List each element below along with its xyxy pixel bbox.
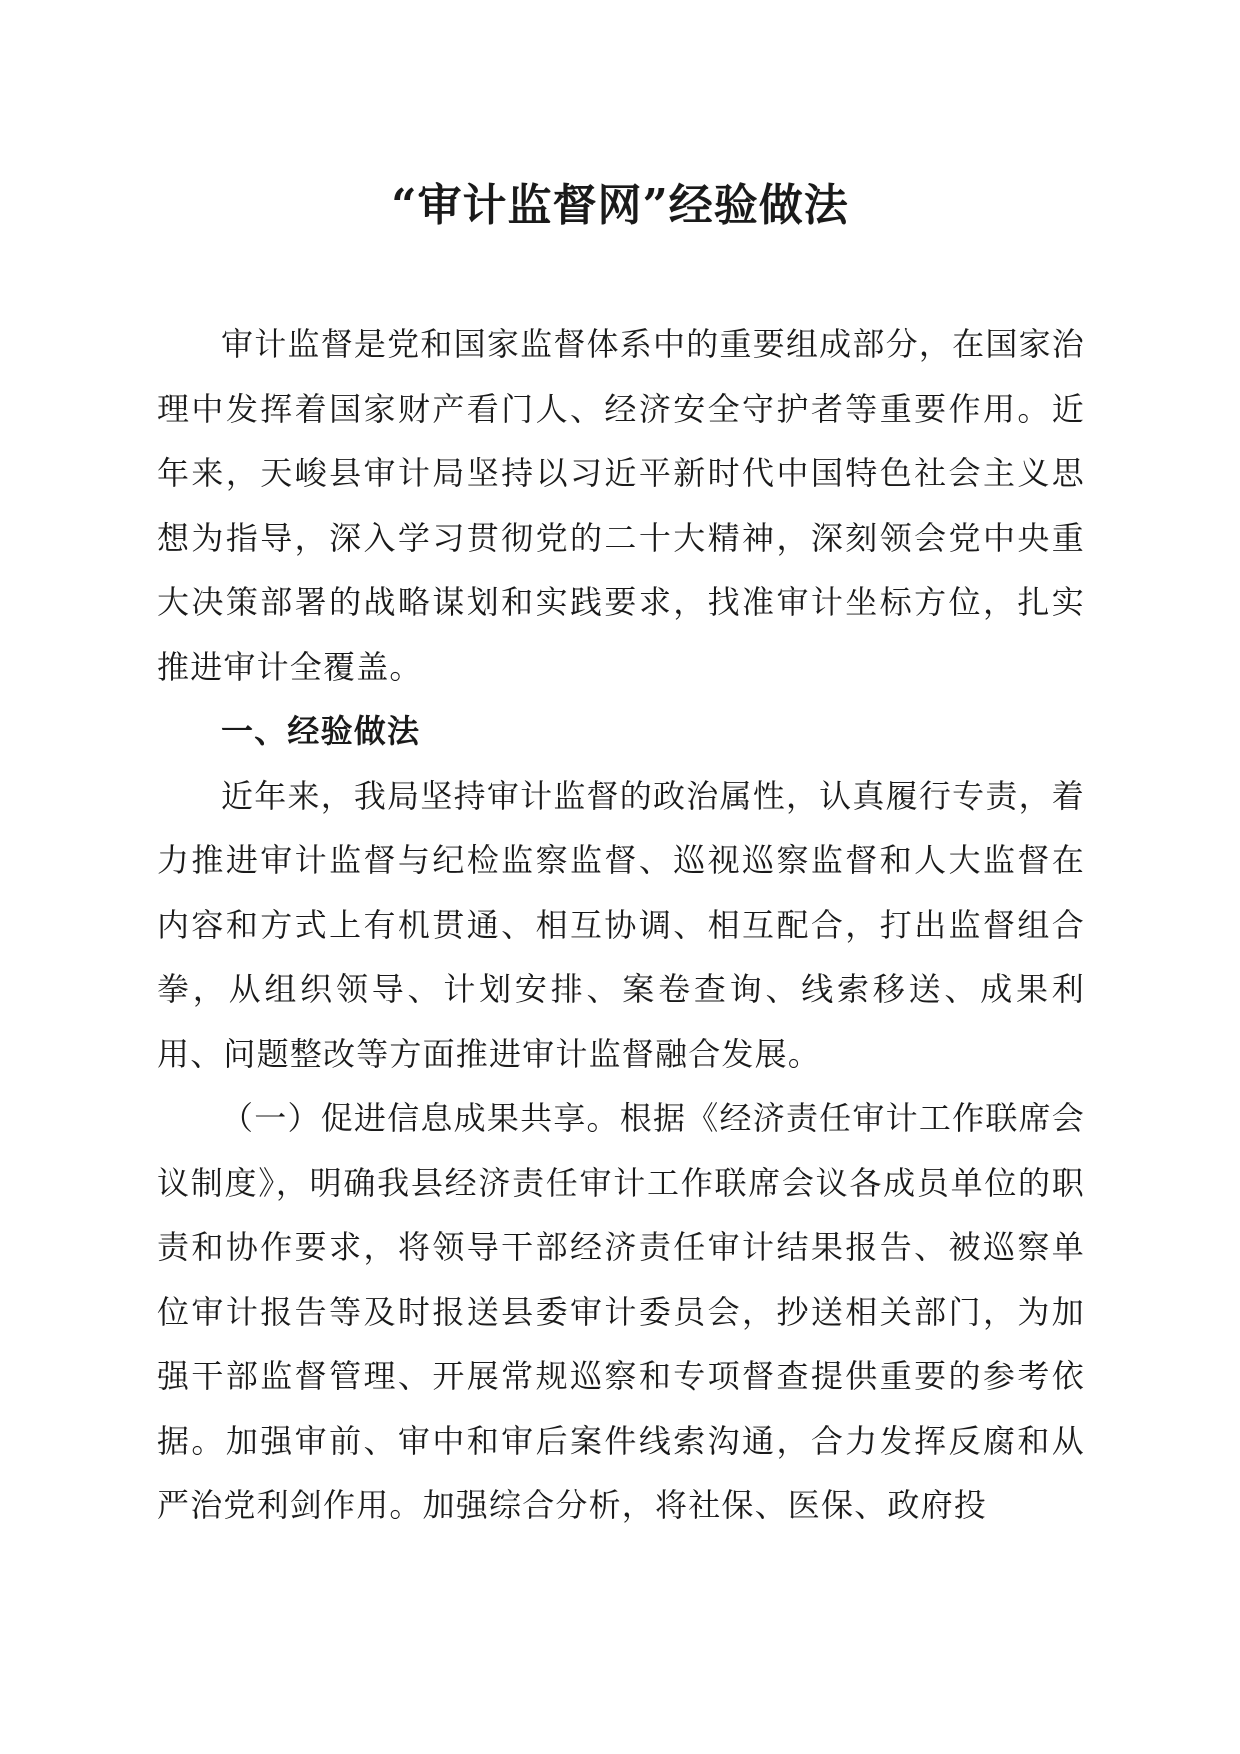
intro-paragraph: 审计监督是党和国家监督体系中的重要组成部分，在国家治理中发挥着国家财产看门人、经济安全守护者等重要作用。近年来，天峻县审计局坚持以习近平新时代中国特色社会主义思想为指导，深入学习贯彻党的二十大精神，深刻领会党中央重大决策部署的战略谋划和实践要求，找准审计坐标方位，扎实推进审计全覆盖。 — [157, 325, 1085, 686]
document-body — [157, 312, 1085, 1538]
section-paragraph-1: 近年来，我局坚持审计监督的政治属性，认真履行专责，着力推进审计监督与纪检监察监督、巡视巡察监督和人大监督在内容和方式上有机贯通、相互协调、相互配合，打出监督组合拳，从组织领导、计划安排、案卷查询、线索移送、成果利用、问题整改等方面推进审计监督融合发展。 — [157, 776, 1085, 1073]
section-heading: 一、经验做法 — [221, 712, 421, 750]
section-paragraph-2: （一）促进信息成果共享。根据《经济责任审计工作联席会议制度》，明确我县经济责任审计工作联席会议各成员单位的职责和协作要求，将领导干部经济责任审计结果报告、被巡察单位审计报告等及时报送县委审计委员会，抄送相关部门，为加强干部监督管理、开展常规巡察和专项督查提供重要的参考依据。加强审前、审中和审后案件线索沟通，合力发挥反腐和从严治党利剑作用。加强综合分析，将社保、医保、政府投 — [157, 1099, 1085, 1524]
document-title: “审计监督网”经验做法 — [391, 180, 849, 231]
